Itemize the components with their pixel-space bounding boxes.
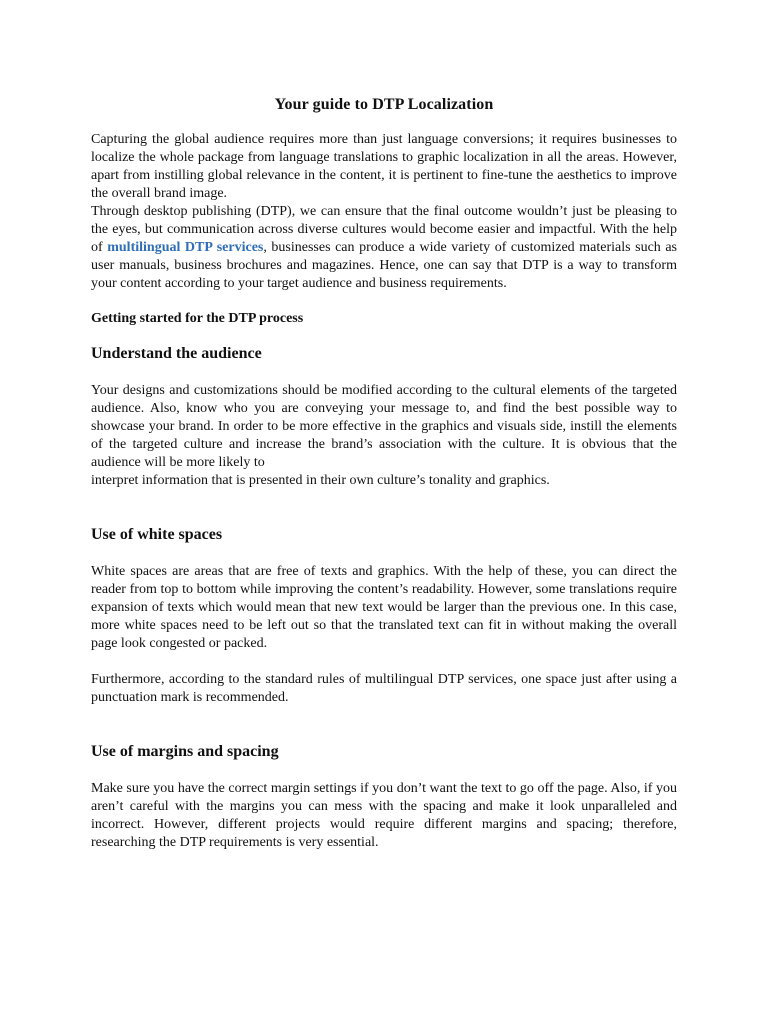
white-spaces-paragraph-2: Furthermore, according to the standard rules of multilingual DTP services, one space just after using a punctuation mark is recommended. <box>91 672 677 705</box>
intro-text-before-link: Through desktop publishing (DTP), we can ensure that the final outcome wouldn’t just be pleasing to the eyes, but communication across diverse cultures would become easier and impactful. With the help of <box>91 204 677 255</box>
white-spaces-paragraph-1: White spaces are areas that are free of texts and graphics. With the help of these, you can direct the reader from top to bottom while improving the content’s readability. However, some translations require expansion of texts which would mean that new text would be larger than the previous one. In this case, more white spaces need to be left out so that the translated text can fit in without making the overall page look congested or packed. <box>91 564 677 651</box>
document-title: Your guide to DTP Localization <box>274 96 494 113</box>
intro-paragraph-1: Capturing the global audience requires more than just language conversions; it requires businesses to localize the whole package from language translations to graphic localization in all the areas. However, apart from instilling global relevance in the content, it is pertinent to fine-tune the aesthetics to improve the overall brand image. <box>91 132 677 201</box>
intro-text-after-link: , businesses can produce a wide variety of customized materials such as user manuals, business brochures and magazines. Hence, one can say that DTP is a way to transform your content according to your target audience and business requirements. <box>91 240 678 291</box>
understand-audience-paragraph-1: Your designs and customizations should be modified according to the cultural elements of the targeted audience. Also, know who you are conveying your message to, and find the best possible way to showcase your brand. In order to be more effective in the graphics and visuals side, instill the elements of the targeted culture and increase the brand’s association with the culture. It is obvious that the audience will be more likely to <box>91 383 677 470</box>
getting-started-heading: Getting started for the DTP process <box>91 311 304 326</box>
margins-spacing-paragraph-1: Make sure you have the correct margin settings if you don’t want the text to go off the page. Also, if you aren’t careful with the margins you can mess with the spacing and make it look unparalleled and incorrect. However, different projects would require different margins and spacing; therefore, researching the DTP requirements is very essential. <box>91 781 677 850</box>
multilingual-dtp-services-link[interactable]: multilingual DTP services <box>107 240 264 255</box>
section-heading-margins-spacing: Use of margins and spacing <box>91 743 279 760</box>
section-heading-white-spaces: Use of white spaces <box>91 526 223 543</box>
section-heading-understand-audience: Understand the audience <box>91 345 262 362</box>
intro-paragraph-2 <box>91 203 677 293</box>
understand-audience-paragraph-2: interpret information that is presented in their own culture’s tonality and graphics. <box>91 473 550 488</box>
document-page <box>91 96 677 852</box>
